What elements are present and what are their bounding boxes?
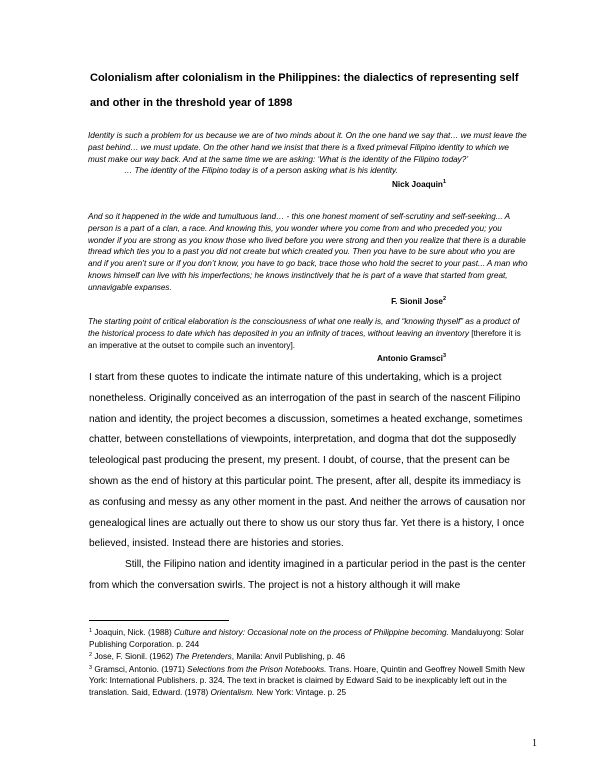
- footnote-2: $^2$ Jose, F. Sionil. (1962) The Pretenders, Manila: Anvil Publishing, p. 46: [89, 652, 346, 662]
- epigraph-author: F. Sionil Jose$^2$: [391, 295, 446, 306]
- paper-title: Colonialism after colonialism in the Philippines: the dialectics of representing self and other in the threshold year of 1898: [90, 72, 519, 109]
- footnotes: [89, 626, 529, 699]
- epigraph-insert: [therefore it is an imperative at the outset to compile such an inventory].: [88, 328, 521, 350]
- epigraph-text: The starting point of critical elaboration is the consciousness of what one really is, and “knowing thyself” as a product of the historical process to date which has deposited in you an infinity of traces, without leaving an inventory: [88, 317, 520, 338]
- footnote-3: $^3$ Gramsci, Antonio. (1971) Selections from the Prison Notebooks. Trans. Hoare, Quintin and Geoffrey Nowell Smith New York: International Publishers. p. 324. The text in bracket is claimed by Edward Said to be inexplicably left out in the translation. Said, Edward. (1978) Orientalism. New York: Vintage. p. 25: [89, 664, 525, 697]
- epigraph-text: Identity is such a problem for us because we are of two minds about it. On the one hand we say that… we must leave the past behind… we must update. On the other hand we insist that there is a fixed primeval Filipino identity to which we must make our way back. And at the same time we are asking: ‘What is the identity of the Filipino today?’: [88, 131, 527, 164]
- page-number: 1: [532, 738, 537, 749]
- epigraph-author: Nick Joaquin$^1$: [391, 179, 446, 190]
- body-paragraph: Still, the Filipino nation and identity imagined in a particular period in the past is the center from which the conversation swirls. The project is not a history although it will make: [89, 559, 526, 591]
- footnote-divider: [89, 620, 229, 621]
- epigraph-gramsci: [88, 316, 528, 365]
- epigraph-joaquin: [88, 130, 528, 191]
- epigraph-text: And so it happened in the wide and tumultuous land… - this one honest moment of self-scrutiny and self-seeking... A person is a part of a clan, a race. And knowing this, you wonder where you come from and who preceded you; you wonder if you are strong as you know those who lived before you were strong and then you realize that there is a durable thread which ties you to a past you did not create but which created you. Then you have to be sure about who you are and if you aren’t sure or if you don’t know, you have to go back, trace those who hold the secret to your past... A man who knows himself can live with his imperfections; he knows instinctively that he is part of a wave that started from great, unnavigable expanses.: [88, 212, 528, 292]
- footnote-ref: 3: [442, 353, 446, 360]
- body-paragraph: I start from these quotes to indicate the intimate nature of this undertaking, which is a project nonetheless. Originally conceived as an interrogation of the past in search of the nascent Filipino nation and identity, the project becomes a discussion, sometimes a heated exchange, sometimes chatter, between constellations of viewpoints, interpretation, and dogma that dot the supposedly teleological past producing the present, my present. I doubt, of course, that the present can be shown as the end of history at this particular point. The present, after all, despite its immediacy is as confusing and messy as any other moment in the past. And neither the arrows of causation nor genealogical lines are actually out there to show us our story thus far. Yet there is a history, I once believed, insisted. Instead there are histories and stories.: [89, 372, 526, 550]
- epigraph-continuation: … The identity of the Filipino today is of a person asking what is his identity.: [124, 166, 398, 176]
- footnote-ref: 1: [442, 179, 446, 186]
- epigraph-jose: [88, 211, 528, 307]
- footnote-ref: 2: [442, 295, 446, 302]
- footnote-1: $^1$ Joaquin, Nick. (1988) Culture and history: Occasional note on the process of Philippine becoming. Mandaluyong: Solar Publishing Corporation. p. 244: [89, 628, 524, 649]
- epigraph-author: Antonio Gramsci$^3$: [376, 353, 446, 364]
- body-text: [89, 368, 532, 597]
